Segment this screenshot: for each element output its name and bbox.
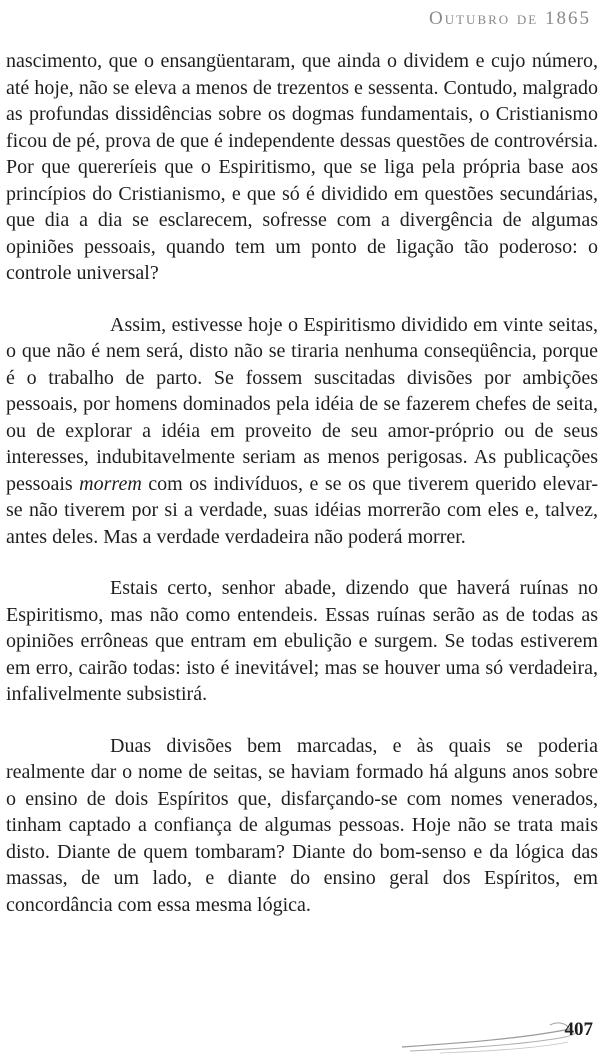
paragraph-4: Duas divisões bem marcadas, e às quais se poderia realmente dar o nome de seitas, se haviam formado há alguns anos sobre o ensino de dois Espíritos que, disfarçando-se com nomes venerados, tinham captado a confiança de algumas pessoas. Hoje não se trata mais disto. Diante de quem tombaram? Diante do bom-senso e da lógica das massas, de um lado, e diante do ensino geral dos Espíritos, em concordância com essa mesma lógica. <box>6 734 598 916</box>
page-number: 407 <box>564 1019 593 1040</box>
paragraph-2-part-1: Assim, estivesse hoje o Espiritismo dividido em vinte seitas, o que não é nem será, disto não se tiraria nenhuma conseqüência, porque é o trabalho de parto. Se fossem suscitadas divisões por ambições pessoais, por homens dominados pela idéia de se fazerem chefes de seita, ou de explorar a idéia em proveito de seu amor-próprio ou de seus interesses, indubitavelmente seriam as menos perigosas. As publicações pessoais <box>6 313 598 495</box>
running-header: Outubro de 1865 <box>429 8 591 29</box>
paragraph-3: Estais certo, senhor abade, dizendo que haverá ruínas no Espiritismo, mas não como entendeis. Essas ruínas serão as de todas as opiniões errôneas que entram em ebulição e surgem. Se todas estiverem em erro, cairão todas: isto é inevitável; mas se houver uma só verdadeira, infalivelmente subsistirá. <box>6 577 598 705</box>
paragraph-2 <box>6 312 598 551</box>
page-footer <box>0 1017 603 1057</box>
body-text <box>6 48 598 918</box>
italic-emphasis: morrem <box>79 472 142 495</box>
paragraph-1: nascimento, que o ensangüentaram, que ainda o dividem e cujo número, até hoje, não se eleva a menos de trezentos e sessenta. Contudo, malgrado as profundas dissidências sobre os dogmas fundamentais, o Cristianismo ficou de pé, prova de que é independente dessas questões de controvérsia. Por que quereríeis que o Espiritismo, que se liga pela própria base aos princípios do Cristianismo, e que só é dividido em questões secundárias, que dia a dia se esclarecem, sofresse com a divergência de algumas opiniões pessoais, quando tem um ponto de ligação tão poderoso: o controle universal? <box>6 50 598 284</box>
paragraph-2-part-2: com os indivíduos, e se os que tiverem querido elevar-se não tiverem por si a verdade, suas idéias morrerão com eles e, talvez, antes deles. Mas a verdade verdadeira não poderá morrer. <box>6 472 598 548</box>
